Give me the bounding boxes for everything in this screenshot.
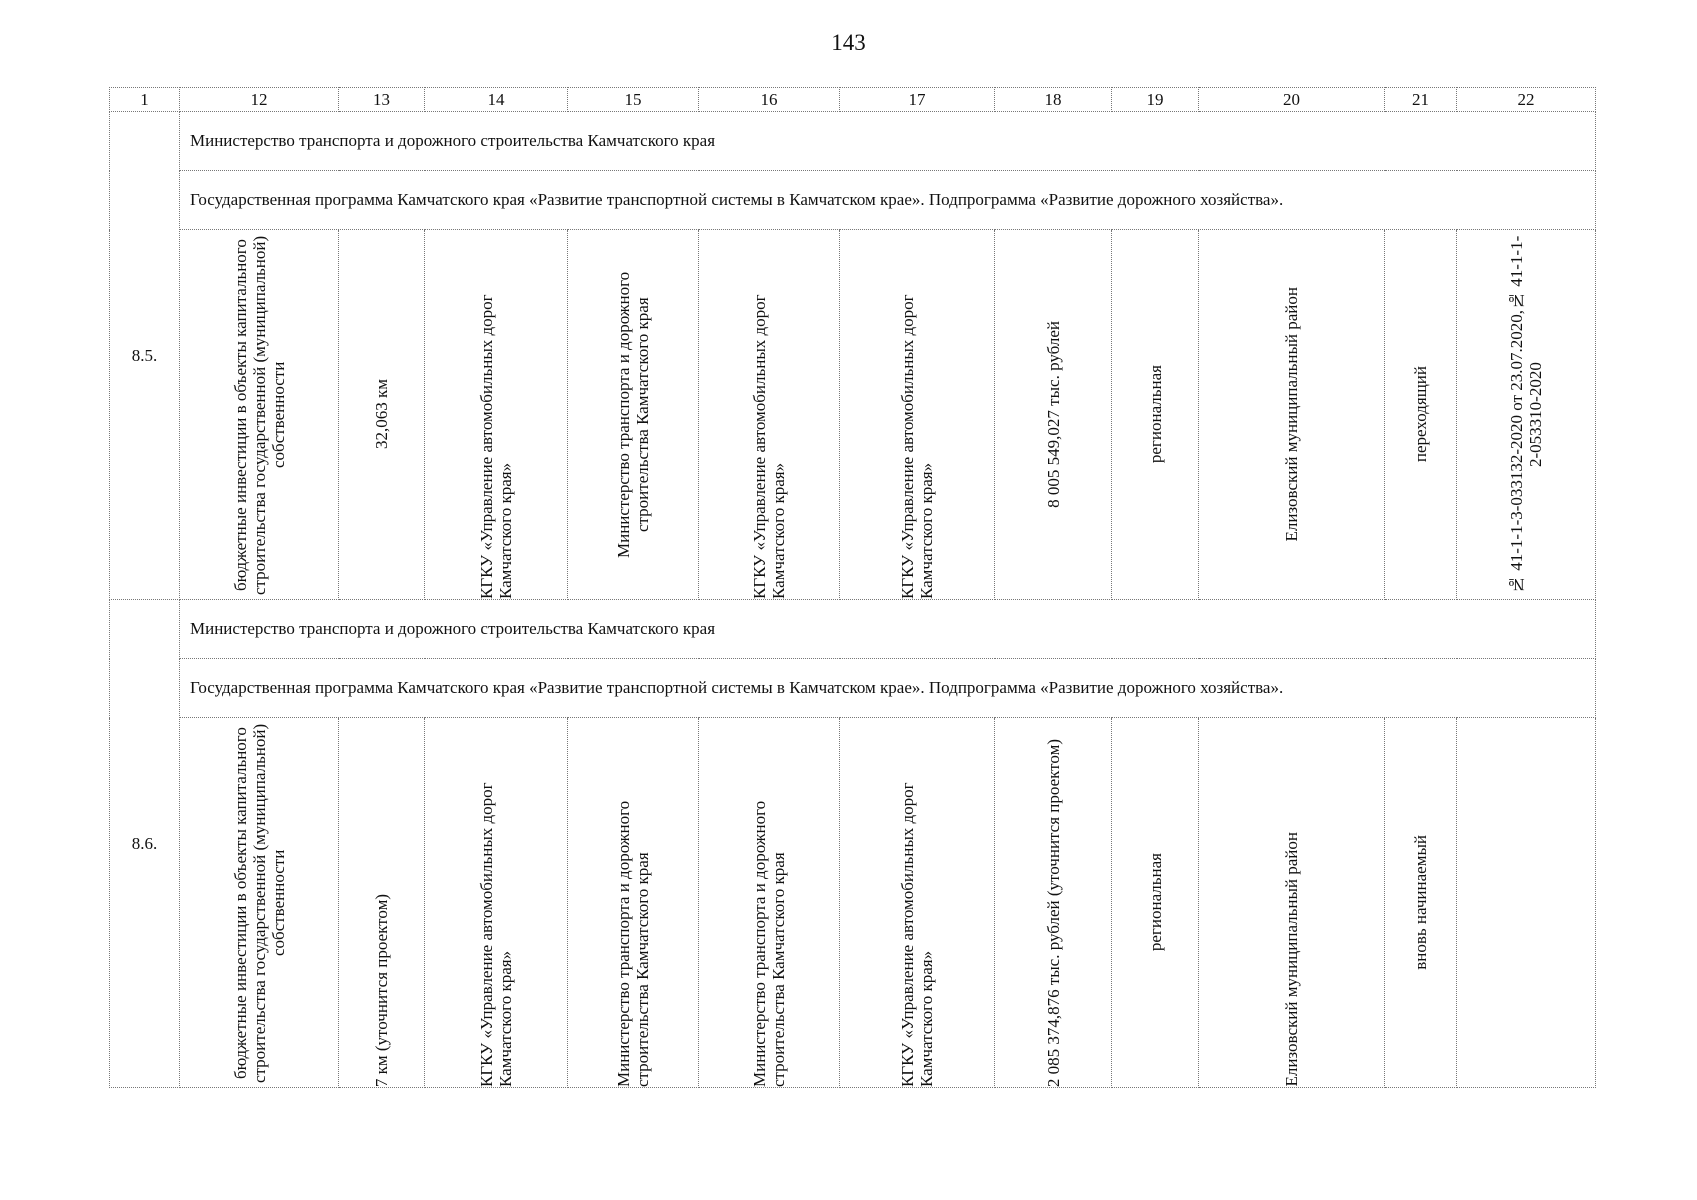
ownership: региональная — [1145, 853, 1165, 952]
ministry-cell: Министерство транспорта и дорожного строительства Камчатского края — [180, 600, 1596, 659]
investment-table — [109, 87, 1596, 1088]
table-row — [110, 718, 1596, 1088]
ministry-cell: Министерство транспорта и дорожного строительства Камчатского края — [180, 112, 1596, 171]
program-row — [110, 659, 1596, 718]
record-number: 8.5. — [110, 112, 180, 600]
header-cell: 20 — [1199, 88, 1385, 112]
header-cell: 15 — [568, 88, 699, 112]
responsible-body: Министерство транспорта и дорожного строительства Камчатского края — [614, 800, 652, 1087]
header-cell: 18 — [995, 88, 1112, 112]
header-row — [110, 88, 1596, 112]
program-cell: Государственная программа Камчатского края «Развитие транспортной системы в Камчатском крае». Подпрограмма «Развитие дорожного хозяйства». — [180, 659, 1596, 718]
page-number: 143 — [831, 30, 866, 55]
capacity: 7 км (уточнится проектом) — [372, 893, 391, 1087]
investment-type: бюджетные инвестиции в объекты капитального строительства государственной (муниципальной) собственности — [230, 234, 288, 595]
location: Елизовский муниципальный район — [1282, 832, 1301, 1087]
status: переходящий — [1411, 366, 1430, 463]
estimated-cost: 8 005 549,027 тыс. рублей — [1043, 321, 1063, 508]
developer: КГКУ «Управление автомобильных дорог Камчатского края» — [750, 294, 788, 599]
investment-type: бюджетные инвестиции в объекты капитального строительства государственной (муниципальной) собственности — [230, 722, 288, 1083]
header-cell: 14 — [425, 88, 568, 112]
ministry-row — [110, 600, 1596, 659]
capacity: 32,063 км — [372, 379, 391, 450]
header-cell: 19 — [1112, 88, 1199, 112]
customer: КГКУ «Управление автомобильных дорог Камчатского края» — [477, 782, 515, 1087]
header-cell: 1 — [110, 88, 180, 112]
header-cell: 22 — [1457, 88, 1596, 112]
header-cell: 21 — [1385, 88, 1457, 112]
ownership: региональная — [1145, 365, 1165, 464]
program-row — [110, 171, 1596, 230]
status: вновь начинаемый — [1411, 835, 1430, 970]
responsible-body: Министерство транспорта и дорожного строительства Камчатского края — [614, 271, 652, 558]
record-number: 8.6. — [110, 600, 180, 1088]
expertise-number: № 41-1-1-3-033132-2020 от 23.07.2020,№ 41-1-1-2-053310-2020 — [1507, 235, 1545, 594]
developer: Министерство транспорта и дорожного строительства Камчатского края — [750, 800, 788, 1087]
program-cell: Государственная программа Камчатского края «Развитие транспортной системы в Камчатском крае». Подпрограмма «Развитие дорожного хозяйства». — [180, 171, 1596, 230]
header-cell: 13 — [339, 88, 425, 112]
recipient: КГКУ «Управление автомобильных дорог Камчатского края» — [898, 294, 936, 599]
location: Елизовский муниципальный район — [1282, 287, 1301, 542]
header-cell: 12 — [180, 88, 339, 112]
estimated-cost: 2 085 374,876 тыс. рублей (уточнится проектом) — [1043, 738, 1063, 1087]
table-row — [110, 230, 1596, 600]
header-cell: 16 — [699, 88, 840, 112]
customer: КГКУ «Управление автомобильных дорог Камчатского края» — [477, 294, 515, 599]
header-cell: 17 — [840, 88, 995, 112]
ministry-row — [110, 112, 1596, 171]
recipient: КГКУ «Управление автомобильных дорог Камчатского края» — [898, 782, 936, 1087]
